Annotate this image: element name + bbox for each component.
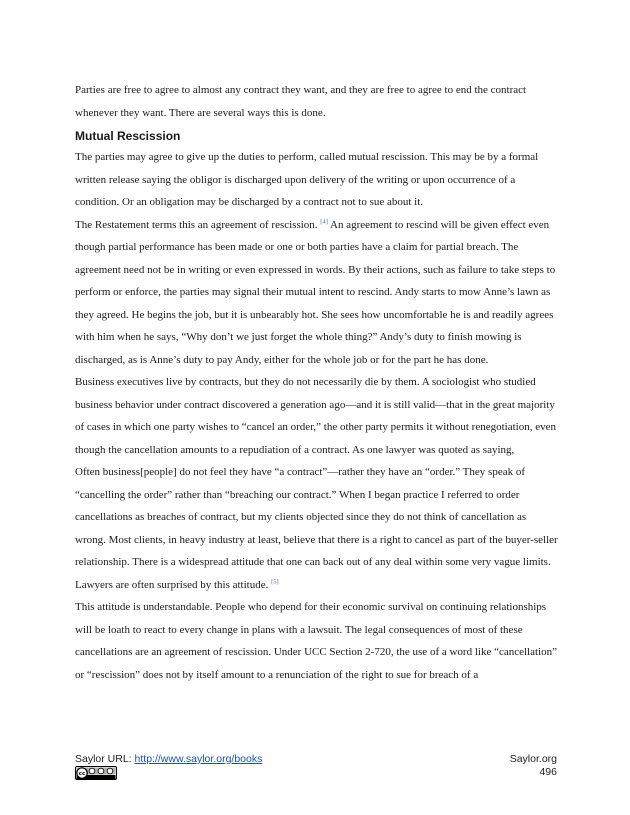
section-heading-mutual-rescission: Mutual Rescission [75,129,181,143]
paragraph-intro: Parties are free to agree to almost any contract they want, and they are free to agree to end the contract whenever they want. There are several ways this is done. [75,84,527,119]
paragraph-quote [75,461,559,596]
footnote-link-4[interactable]: [4] [320,217,328,225]
paragraph-business-executives: Business executives live by contracts, but they do not necessarily die by them. A sociologist who studied business behavior under contract discovered a generation ago—and it is still valid—that in the great majority of cases in which one party wishes to “cancel an order,” the other party permits it without renegotiation, even though the cancellation amounts to a repudiation of a contract. As one lawyer was quoted as saying, [75,376,556,456]
restatement-text-before: The Restatement terms this an agreement of rescission. [75,218,318,231]
svg-text:cc: cc [78,771,86,778]
paragraph-mutual-rescission: The parties may agree to give up the duties to perform, called mutual rescission. This may be by a formal written release saying the obligor is discharged upon delivery of the writing or upon occurrence of a condition. Or an obligation may be discharged by a contract not to sue about it. [75,151,539,208]
page-content [75,79,559,686]
restatement-text-after: An agreement to rescind will be given effect even though partial performance has been made or one or both parties have a claim for partial breach. The agreement need not be in writing or even expressed in words. By their actions, such as failure to take steps to perform or enforce, the parties may signal their mutual intent to rescind. Andy starts to mow Anne’s lawn as they agreed. He begins the job, but it is unbearably hot. She sees how uncomfortable he is and readily agrees with him when he says, “Why don’t we just forget the whole thing?” Andy’s duty to finish mowing is discharged, as is Anne’s duty to pay Andy, either for the whole job or for the part he has done. [75,218,556,366]
quote-text: Often business[people] do not feel they have “a contract”—rather they have an “order.” They speak of “cancelling the order” rather than “breaching our contract.” When I began practice I referred to order cancellations as breaches of contract, but my clients objected since they do not think of cancellation as wrong. Most clients, in heavy industry at least, believe that there is a right to cancel as part of the buyer-seller relationship. There is a widespread attitude that one can back out of any deal within some very vague limits. Lawyers are often surprised by this attitude. [75,466,558,591]
paragraph-restatement [75,214,559,372]
page-number: 496 [539,766,557,778]
paragraph-attitude: This attitude is understandable. People who depend for their economic survival on continuing relationships will be loath to react to every change in plans with a lawsuit. The legal consequences of most of these cancellations are an agreement of rescission. Under UCC Section 2-720, the use of a word like “cancellation” or “rescission” does not by itself amount to a renunciation of the right to sue for breach of a [75,601,557,681]
footer-site-name: Saylor.org [509,753,557,765]
footnote-link-5[interactable]: [5] [271,577,279,585]
footer-url-link[interactable]: http://www.saylor.org/books [134,753,263,765]
footer-site-info [510,753,557,779]
footer-url-label: Saylor URL: [75,753,135,765]
cc-license-icon [75,766,117,780]
footer-source [75,753,262,765]
